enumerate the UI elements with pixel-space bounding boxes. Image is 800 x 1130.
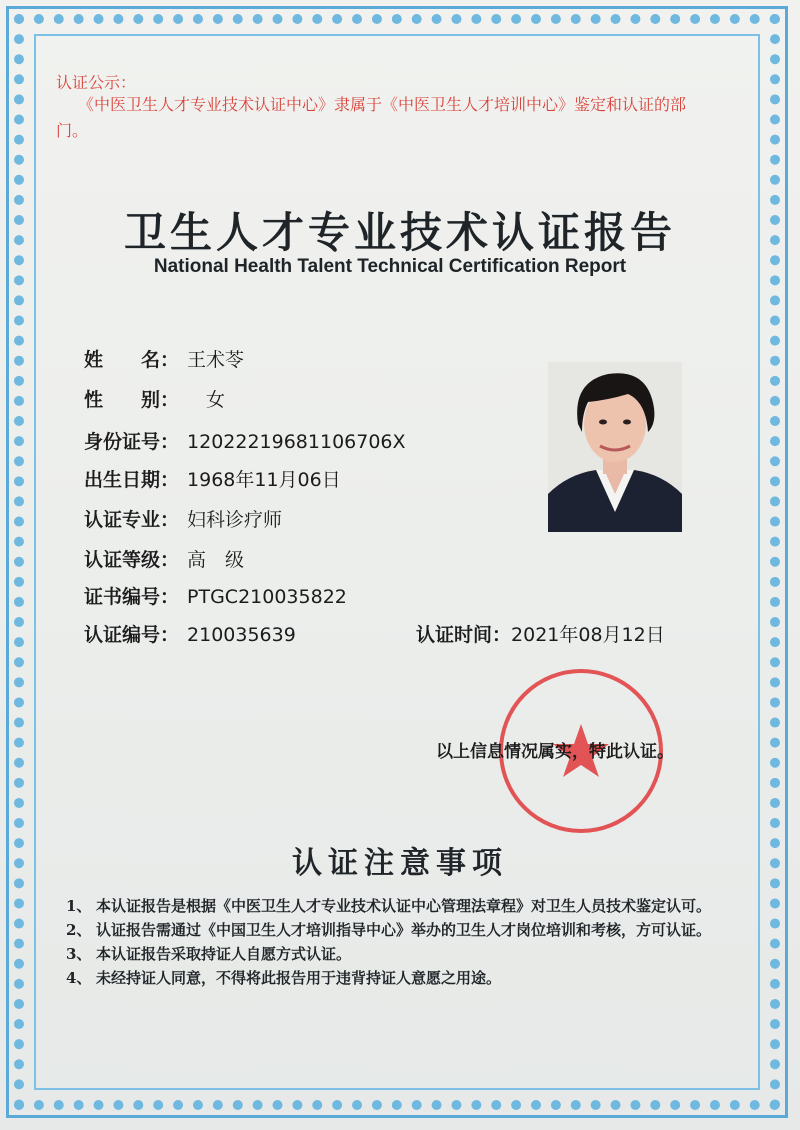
field-auth-date-label: 认证时间： <box>416 624 512 646</box>
note-text: 认证报告需通过《中国卫生人才培训指导中心》举办的卫生人才岗位培训和考核，方可认证。 <box>96 921 712 939</box>
portrait-image <box>548 362 682 532</box>
note-number: 2、 <box>66 921 92 939</box>
field-sex <box>84 385 225 412</box>
field-cert-no-label: 证书编号： <box>84 586 180 608</box>
note-number: 3、 <box>66 945 92 963</box>
field-sex-label: 性 别： <box>84 389 180 411</box>
field-auth-date <box>416 620 665 647</box>
field-sex-value: 女 <box>187 389 226 411</box>
note-text: 本认证报告采取持证人自愿方式认证。 <box>96 945 352 963</box>
field-level <box>84 545 244 572</box>
holder-photo <box>548 362 682 532</box>
notice-label: 认证公示： <box>56 73 137 92</box>
note-item <box>66 894 726 918</box>
notes-title: 认证注意事项 <box>292 846 508 881</box>
field-cert-no-value: PTGC210035822 <box>187 586 347 608</box>
field-auth-no <box>84 620 296 647</box>
notes-list <box>66 894 726 990</box>
confirmation-text: 以上信息情况属实，特此认证。 <box>436 742 674 762</box>
field-auth-no-label: 认证编号： <box>84 624 180 646</box>
field-major-value: 妇科诊疗师 <box>187 509 283 531</box>
field-major-label: 认证专业： <box>84 509 180 531</box>
note-item <box>66 942 726 966</box>
field-name <box>84 345 244 372</box>
notice-text: 《中医卫生人才专业技术认证中心》隶属于《中医卫生人才培训中心》鉴定和认证的部门。 <box>56 95 687 140</box>
note-text: 未经持证人同意，不得将此报告用于违背持证人意愿之用途。 <box>96 969 502 987</box>
field-id <box>84 427 406 454</box>
field-auth-date-value: 2021年08月12日 <box>511 624 665 646</box>
note-item <box>66 966 726 990</box>
field-name-label: 姓 名： <box>84 349 180 371</box>
field-auth-no-value: 210035639 <box>187 624 296 646</box>
field-birth-label: 出生日期： <box>84 469 180 491</box>
field-major <box>84 505 282 532</box>
field-id-label: 身份证号： <box>84 431 180 453</box>
field-birth <box>84 465 341 492</box>
field-name-value: 王术苓 <box>187 349 245 371</box>
field-birth-value: 1968年11月06日 <box>187 469 341 491</box>
note-number: 1、 <box>66 897 92 915</box>
note-item <box>66 918 726 942</box>
field-level-value: 高 级 <box>187 549 245 571</box>
field-id-value: 12022219681106706X <box>187 431 406 453</box>
field-cert-no <box>84 582 347 609</box>
title-english: National Health Talent Technical Certification Report <box>153 256 627 277</box>
field-level-label: 认证等级： <box>84 549 180 571</box>
title-chinese: 卫生人才专业技术认证报告 <box>123 208 676 257</box>
note-number: 4、 <box>66 969 92 987</box>
note-text: 本认证报告是根据《中医卫生人才专业技术认证中心管理法章程》对卫生人员技术鉴定认可。 <box>96 897 712 915</box>
